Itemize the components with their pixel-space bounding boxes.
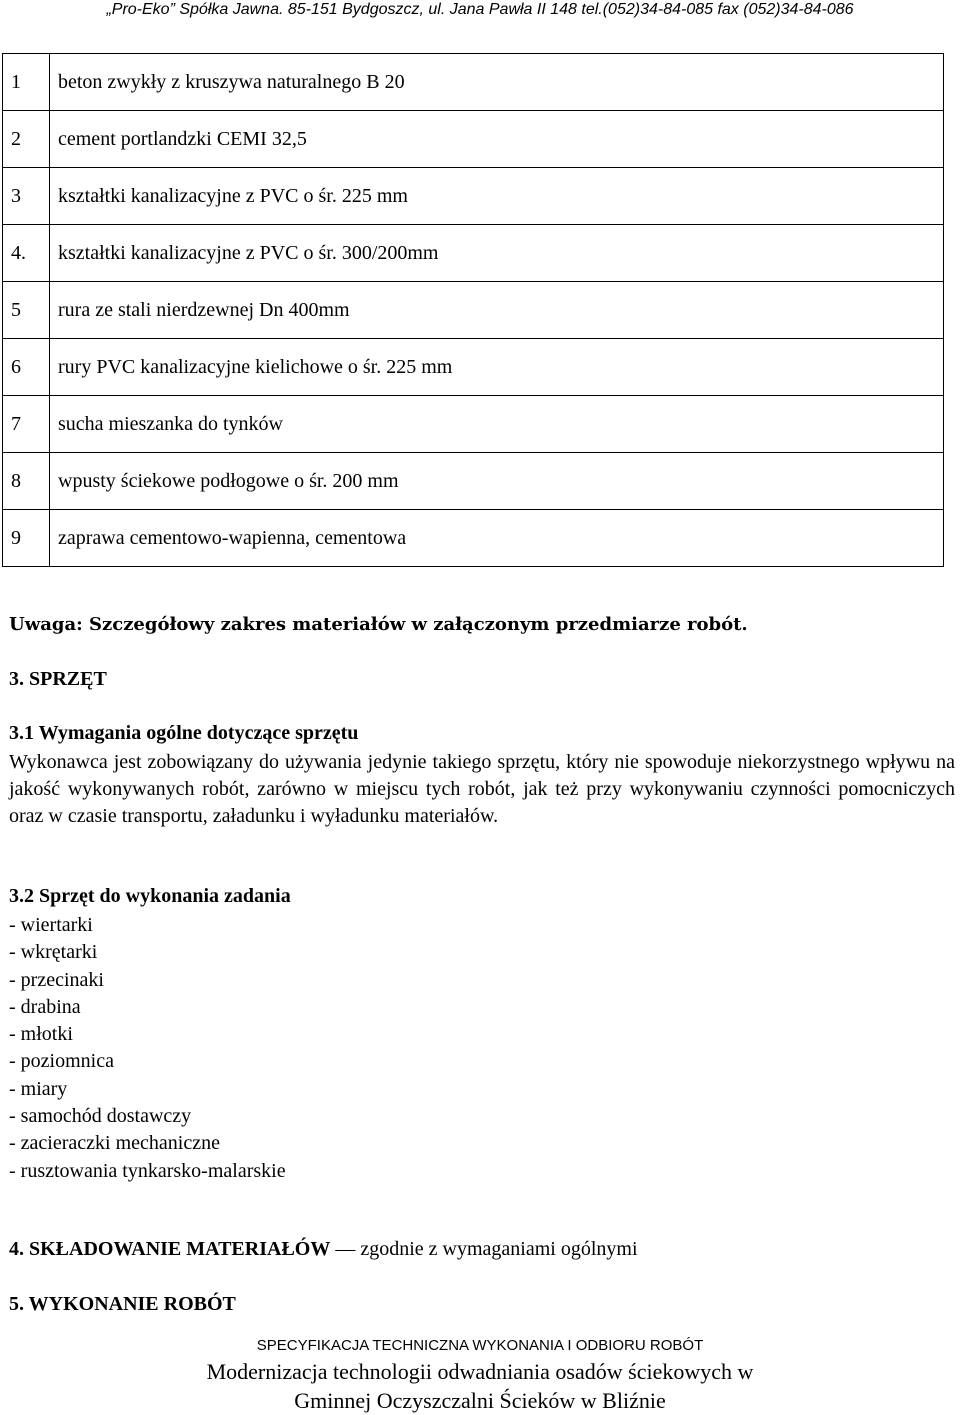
row-number: 7 [3,396,50,453]
row-number: 5 [3,282,50,339]
table-row [3,54,944,111]
table-row [3,453,944,510]
section-4-line [9,1238,955,1261]
company-header: „Pro-Eko” Spółka Jawna. 85-151 Bydgoszcz, ul. Jana Pawła II 148 tel.(052)34-84-085 fax (052)34-84-086 [106,1,854,18]
section-4-heading: 4. SKŁADOWANIE MATERIAŁÓW [9,1238,331,1260]
row-number: 1 [3,54,50,111]
list-item: - młotki [9,1023,73,1046]
section-4-dash: — [330,1238,361,1260]
list-item: - wiertarki [9,914,93,936]
row-number: 3 [3,168,50,225]
list-item: - poziomnica [9,1050,114,1073]
list-item: - rusztowania tynkarsko-malarskie [9,1159,286,1182]
footer-project-line-2: Gminnej Oczyszczalni Ścieków w Bliźnie [294,1388,666,1413]
footer-project-title [0,1357,960,1415]
row-number: 8 [3,453,50,510]
list-item: - drabina [9,995,81,1018]
list-item: - zacieraczki mechaniczne [9,1132,220,1155]
material-name: wpusty ściekowe podłogowe o śr. 200 mm [50,453,944,510]
material-name: beton zwykły z kruszywa naturalnego B 20 [50,54,944,111]
row-number: 6 [3,339,50,396]
footer-project-line-1: Modernizacja technologii odwadniania osadów ściekowych w [206,1359,754,1384]
material-name: kształtki kanalizacyjne z PVC o śr. 225 mm [50,168,944,225]
table-row [3,396,944,453]
table-row [3,168,944,225]
subsection-3-1-heading: 3.1 Wymagania ogólne dotyczące sprzętu [9,722,359,744]
table-row [3,510,944,567]
row-number: 2 [3,111,50,168]
material-name: sucha mieszanka do tynków [50,396,944,453]
material-name: kształtki kanalizacyjne z PVC o śr. 300/200mm [50,225,944,282]
section-5-heading: 5. WYKONANIE ROBÓT [9,1293,236,1315]
materials-table [2,53,944,567]
material-name: rura ze stali nierdzewnej Dn 400mm [50,282,944,339]
materials-note: Uwaga: Szczegółowy zakres materiałów w załączonym przedmiarze robót. [9,614,748,635]
material-name: zaprawa cementowo-wapienna, cementowa [50,510,944,567]
list-item: - samochód dostawczy [9,1105,192,1128]
footer-spec-title: SPECYFIKACJA TECHNICZNA WYKONANIA I ODBIORU ROBÓT [256,1337,704,1354]
list-item: - wkrętarki [9,941,98,964]
equipment-list [9,912,286,1185]
table-row [3,282,944,339]
section-4-text: zgodnie z wymaganiami ogólnymi [360,1238,638,1260]
table-row [3,225,944,282]
row-number: 9 [3,510,50,567]
table-row [3,111,944,168]
subsection-3-2-heading: 3.2 Sprzęt do wykonania zadania [9,885,291,907]
list-item: - miary [9,1077,68,1100]
subsection-3-1-paragraph: Wykonawca jest zobowiązany do używania jedynie takiego sprzętu, który nie spowoduje niekorzystnego wpływu na jakość wykonywanych robót, zarówno w miejscu tych robót, jak też przy wykonywaniu czynności pomocniczych oraz w czasie transportu, załadunku i wyładunku materiałów. [9,751,955,827]
section-3-heading: 3. SPRZĘT [9,668,107,690]
material-name: rury PVC kanalizacyjne kielichowe o śr. 225 mm [50,339,944,396]
material-name: cement portlandzki CEMI 32,5 [50,111,944,168]
row-number: 4. [3,225,50,282]
table-row [3,339,944,396]
list-item: - przecinaki [9,968,104,991]
